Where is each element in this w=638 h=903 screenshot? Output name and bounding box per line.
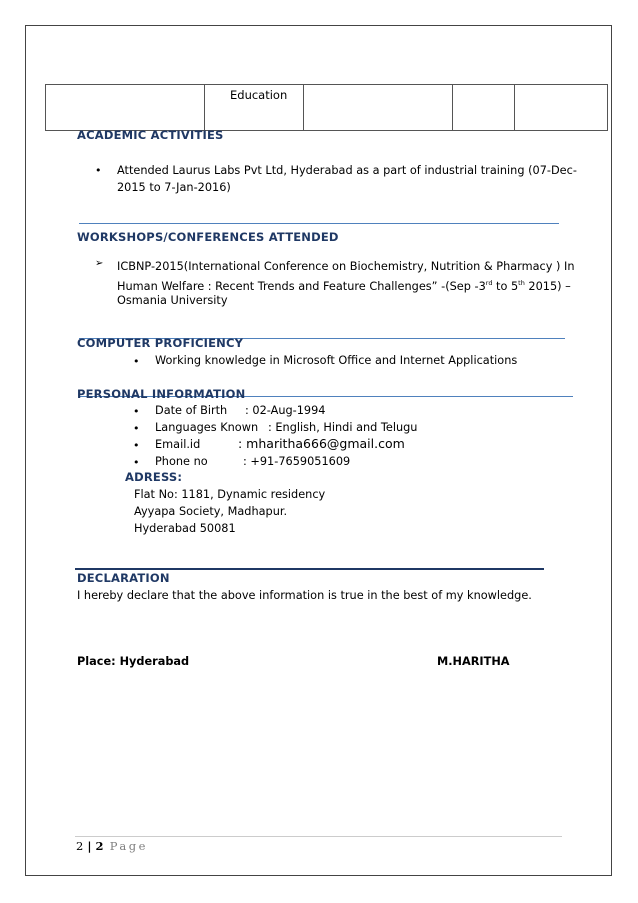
languages-label: Languages Known [155,421,259,434]
academic-heading: ACADEMIC ACTIVITIES [77,128,224,142]
table-cell [304,85,453,131]
computer-heading: COMPUTER PROFICIENCY [77,336,244,350]
footer-separator: | [83,839,96,853]
address-line2: Ayyapa Society, Madhapur. [134,505,288,518]
declaration-heading: DECLARATION [77,571,170,585]
superscript: th [518,279,525,287]
bullet-icon: • [133,439,140,452]
footer-divider [75,836,562,837]
computer-item: Working knowledge in Microsoft Office and Internet Applications [155,354,518,367]
address-heading: ADRESS: [125,470,183,484]
section-divider [79,223,559,224]
bullet-icon: • [133,456,140,469]
academic-item-line2: 2015 to 7-Jan-2016) [117,181,231,194]
bullet-icon: • [133,355,140,368]
table-cell [515,85,608,131]
table-cell [453,85,515,131]
languages-value: : English, Hindi and Telugu [268,421,418,434]
phone-label: Phone no [155,455,208,468]
section-divider [75,568,544,570]
workshops-line1: ICBNP-2015(International Conference on Biochemistry, Nutrition & Pharmacy ) In [117,260,575,273]
workshops-line2-part: 2015) – [524,279,571,293]
page-word: Page [103,839,148,853]
page-number: 2 [76,839,84,853]
workshops-heading: WORKSHOPS/CONFERENCES ATTENDED [77,230,339,244]
workshops-line3: Osmania University [117,294,228,307]
bullet-icon: • [95,164,102,177]
address-line3: Hyderabad 50081 [134,522,236,535]
email-label: Email.id [155,438,201,451]
bullet-icon: • [133,422,140,435]
page-total: 2 [95,839,104,853]
superscript: rd [485,279,493,287]
phone-value: : +91-7659051609 [243,455,351,468]
page-footer [76,839,148,853]
address-line1: Flat No: 1181, Dynamic residency [134,488,326,501]
arrow-bullet-icon: ➢ [95,258,104,269]
academic-item-line1: Attended Laurus Labs Pvt Ltd, Hyderabad as a part of industrial training (07-Dec- [117,164,577,177]
signature-name: M.HARITHA [437,655,510,668]
workshops-line2-part: to 5 [492,279,519,293]
declaration-text: I hereby declare that the above information is true in the best of my knowledge. [77,589,532,602]
table-cell-education [205,85,304,131]
education-table [45,84,608,131]
place-label: Place: Hyderabad [77,655,190,668]
dob-label: Date of Birth [155,404,228,417]
table-cell [46,85,205,131]
education-label: Education [230,88,288,102]
personal-heading: PERSONAL INFORMATION [77,387,246,401]
bullet-icon: • [133,405,140,418]
dob-value: : 02-Aug-1994 [245,404,326,417]
workshops-line2-part: Human Welfare : Recent Trends and Feature Challenges” -(Sep -3 [117,279,486,293]
email-value: : mharitha666@gmail.com [238,436,405,451]
